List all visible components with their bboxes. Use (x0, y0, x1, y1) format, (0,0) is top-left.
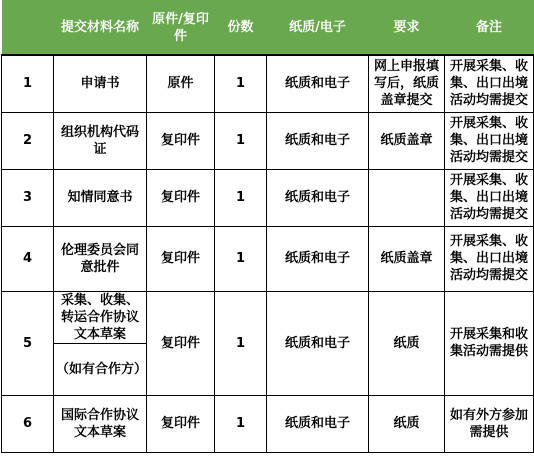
table-row (2, 55, 534, 112)
row-copy: 复印件 (147, 291, 215, 395)
row-requirement: 纸质 (369, 395, 445, 452)
row-copy: 复印件 (147, 226, 215, 291)
row-note: 开展采集和收集活动需提供 (445, 291, 534, 395)
row-name: 国际合作协议文本草案 (54, 395, 147, 452)
row-requirement: 网上申报填写后，纸质盖章提交 (369, 55, 445, 112)
row-copy: 原件 (147, 55, 215, 112)
row-format: 纸质和电子 (267, 55, 369, 112)
row-name: 申请书 (54, 55, 147, 112)
header-index (2, 1, 54, 56)
row-copy: 复印件 (147, 395, 215, 452)
table-row (2, 112, 534, 169)
table-row (2, 291, 534, 343)
row-note: 如有外方参加需提供 (445, 395, 534, 452)
row-count: 1 (215, 112, 267, 169)
row-count: 1 (215, 291, 267, 395)
row-count: 1 (215, 226, 267, 291)
row-format: 纸质和电子 (267, 291, 369, 395)
row-index: 4 (2, 226, 54, 291)
row-note: 开展采集、收集、出口出境活动均需提交 (445, 112, 534, 169)
header-note: 备注 (445, 1, 534, 56)
row-note: 开展采集、收集、出口出境活动均需提交 (445, 226, 534, 291)
row-format: 纸质和电子 (267, 395, 369, 452)
header-count: 份数 (215, 1, 267, 56)
row-format: 纸质和电子 (267, 169, 369, 226)
row-name-sub: （如有合作方） (54, 343, 147, 395)
row-count: 1 (215, 55, 267, 112)
row-index: 3 (2, 169, 54, 226)
header-format: 纸质/电子 (267, 1, 369, 56)
header-requirement: 要求 (369, 1, 445, 56)
row-count: 1 (215, 395, 267, 452)
row-note: 开展采集、收集、出口出境活动均需提交 (445, 169, 534, 226)
header-row (2, 1, 534, 56)
materials-table (1, 0, 534, 453)
table-row (2, 169, 534, 226)
row-index: 2 (2, 112, 54, 169)
row-name: 伦理委员会同意批件 (54, 226, 147, 291)
table-row (2, 226, 534, 291)
row-index: 5 (2, 291, 54, 395)
row-note: 开展采集、收集、出口出境活动均需提交 (445, 55, 534, 112)
row-name: 采集、收集、转运合作协议文本草案 (54, 291, 147, 343)
row-requirement: 纸质 (369, 291, 445, 395)
row-name: 组织机构代码证 (54, 112, 147, 169)
row-copy: 复印件 (147, 112, 215, 169)
row-index: 6 (2, 395, 54, 452)
header-name: 提交材料名称 (54, 1, 147, 56)
table-row (2, 395, 534, 452)
row-format: 纸质和电子 (267, 112, 369, 169)
row-copy: 复印件 (147, 169, 215, 226)
row-requirement: 纸质盖章 (369, 112, 445, 169)
row-count: 1 (215, 169, 267, 226)
row-requirement: 纸质盖章 (369, 226, 445, 291)
row-format: 纸质和电子 (267, 226, 369, 291)
row-requirement (369, 169, 445, 226)
row-index: 1 (2, 55, 54, 112)
row-name: 知情同意书 (54, 169, 147, 226)
header-copy: 原件/复印件 (147, 1, 215, 56)
